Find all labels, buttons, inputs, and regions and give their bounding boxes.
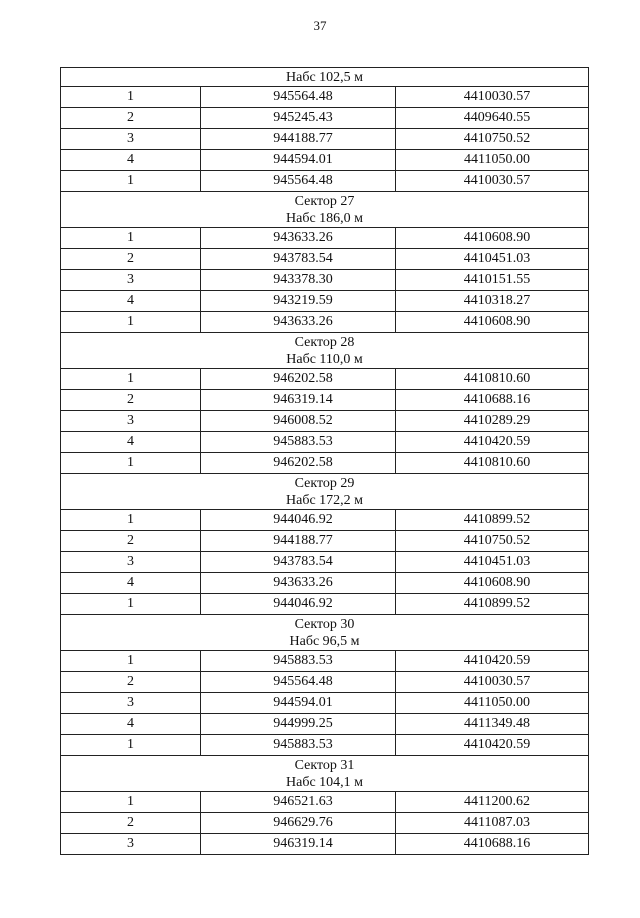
table-row	[61, 573, 589, 594]
y-coordinate-cell: 4410810.60	[396, 453, 589, 474]
y-coordinate-cell: 4410030.57	[396, 672, 589, 693]
point-number-cell: 3	[61, 129, 201, 150]
point-number-cell: 1	[61, 312, 201, 333]
x-coordinate-cell: 945245.43	[201, 108, 396, 129]
x-coordinate-cell: 944046.92	[201, 510, 396, 531]
y-coordinate-cell: 4410451.03	[396, 552, 589, 573]
x-coordinate-cell: 945564.48	[201, 171, 396, 192]
table-row	[61, 87, 589, 108]
section-header	[61, 333, 589, 369]
table-row	[61, 594, 589, 615]
point-number-cell: 4	[61, 291, 201, 312]
point-number-cell: 3	[61, 834, 201, 855]
y-coordinate-cell: 4410810.60	[396, 369, 589, 390]
y-coordinate-cell: 4410451.03	[396, 249, 589, 270]
point-number-cell: 3	[61, 270, 201, 291]
section-header	[61, 474, 589, 510]
table-row	[61, 171, 589, 192]
section-header-row	[61, 615, 589, 651]
section-header-row	[61, 333, 589, 369]
point-number-cell: 1	[61, 651, 201, 672]
table-row	[61, 453, 589, 474]
section-header	[61, 615, 589, 651]
y-coordinate-cell: 4410899.52	[396, 594, 589, 615]
y-coordinate-cell: 4410608.90	[396, 228, 589, 249]
point-number-cell: 2	[61, 390, 201, 411]
y-coordinate-cell: 4410899.52	[396, 510, 589, 531]
y-coordinate-cell: 4410608.90	[396, 573, 589, 594]
x-coordinate-cell: 944046.92	[201, 594, 396, 615]
section-title: Сектор 28	[294, 335, 355, 350]
x-coordinate-cell: 945883.53	[201, 735, 396, 756]
point-number-cell: 2	[61, 531, 201, 552]
section-title: Сектор 30	[294, 617, 355, 632]
x-coordinate-cell: 944188.77	[201, 129, 396, 150]
point-number-cell: 1	[61, 792, 201, 813]
section-elevation: Набс 186,0 м	[286, 211, 364, 226]
x-coordinate-cell: 944594.01	[201, 693, 396, 714]
section-title: Сектор 29	[294, 476, 355, 491]
section-title: Сектор 31	[294, 758, 355, 773]
x-coordinate-cell: 945883.53	[201, 432, 396, 453]
table-row	[61, 369, 589, 390]
point-number-cell: 1	[61, 171, 201, 192]
x-coordinate-cell: 946008.52	[201, 411, 396, 432]
point-number-cell: 3	[61, 411, 201, 432]
x-coordinate-cell: 943219.59	[201, 291, 396, 312]
y-coordinate-cell: 4410289.29	[396, 411, 589, 432]
table-row	[61, 792, 589, 813]
x-coordinate-cell: 946319.14	[201, 834, 396, 855]
y-coordinate-cell: 4410688.16	[396, 390, 589, 411]
y-coordinate-cell: 4410420.59	[396, 735, 589, 756]
x-coordinate-cell: 944188.77	[201, 531, 396, 552]
y-coordinate-cell: 4410420.59	[396, 651, 589, 672]
x-coordinate-cell: 944594.01	[201, 150, 396, 171]
section-title: Сектор 27	[294, 194, 355, 209]
table-row	[61, 531, 589, 552]
section-header-row	[61, 474, 589, 510]
point-number-cell: 2	[61, 672, 201, 693]
table-row	[61, 672, 589, 693]
point-number-cell: 1	[61, 87, 201, 108]
y-coordinate-cell: 4410750.52	[396, 531, 589, 552]
table-row	[61, 432, 589, 453]
x-coordinate-cell: 946319.14	[201, 390, 396, 411]
y-coordinate-cell: 4411050.00	[396, 150, 589, 171]
y-coordinate-cell: 4409640.55	[396, 108, 589, 129]
y-coordinate-cell: 4411050.00	[396, 693, 589, 714]
x-coordinate-cell: 945883.53	[201, 651, 396, 672]
point-number-cell: 1	[61, 453, 201, 474]
y-coordinate-cell: 4411349.48	[396, 714, 589, 735]
x-coordinate-cell: 946202.58	[201, 369, 396, 390]
point-number-cell: 1	[61, 735, 201, 756]
table-row	[61, 108, 589, 129]
x-coordinate-cell: 946202.58	[201, 453, 396, 474]
table-row	[61, 312, 589, 333]
point-number-cell: 3	[61, 693, 201, 714]
point-number-cell: 2	[61, 249, 201, 270]
section-header	[61, 68, 589, 87]
y-coordinate-cell: 4410608.90	[396, 312, 589, 333]
x-coordinate-cell: 943783.54	[201, 249, 396, 270]
section-header	[61, 756, 589, 792]
y-coordinate-cell: 4410688.16	[396, 834, 589, 855]
y-coordinate-cell: 4410420.59	[396, 432, 589, 453]
x-coordinate-cell: 943378.30	[201, 270, 396, 291]
section-elevation: Набс 110,0 м	[286, 352, 363, 367]
table-row	[61, 150, 589, 171]
coordinates-table	[60, 67, 589, 855]
section-header-row	[61, 192, 589, 228]
point-number-cell: 1	[61, 510, 201, 531]
section-elevation: Набс 172,2 м	[286, 493, 364, 508]
table-row	[61, 714, 589, 735]
table-row	[61, 228, 589, 249]
table-row	[61, 651, 589, 672]
y-coordinate-cell: 4410030.57	[396, 171, 589, 192]
y-coordinate-cell: 4411200.62	[396, 792, 589, 813]
point-number-cell: 4	[61, 714, 201, 735]
y-coordinate-cell: 4410151.55	[396, 270, 589, 291]
x-coordinate-cell: 946629.76	[201, 813, 396, 834]
table-row	[61, 552, 589, 573]
point-number-cell: 1	[61, 228, 201, 249]
point-number-cell: 1	[61, 369, 201, 390]
point-number-cell: 3	[61, 552, 201, 573]
page-number: 37	[313, 18, 327, 33]
point-number-cell: 4	[61, 573, 201, 594]
table-row	[61, 693, 589, 714]
section-elevation: Набс 104,1 м	[286, 775, 364, 790]
table-row	[61, 834, 589, 855]
point-number-cell: 4	[61, 150, 201, 171]
y-coordinate-cell: 4411087.03	[396, 813, 589, 834]
x-coordinate-cell: 944999.25	[201, 714, 396, 735]
section-elevation: Набс 102,5 м	[286, 70, 364, 85]
coordinates-table-body	[61, 68, 589, 855]
x-coordinate-cell: 943633.26	[201, 573, 396, 594]
point-number-cell: 1	[61, 594, 201, 615]
x-coordinate-cell: 943633.26	[201, 228, 396, 249]
table-row	[61, 390, 589, 411]
x-coordinate-cell: 943633.26	[201, 312, 396, 333]
point-number-cell: 4	[61, 432, 201, 453]
y-coordinate-cell: 4410030.57	[396, 87, 589, 108]
table-row	[61, 411, 589, 432]
section-header	[61, 192, 589, 228]
table-row	[61, 735, 589, 756]
x-coordinate-cell: 943783.54	[201, 552, 396, 573]
table-row	[61, 291, 589, 312]
table-row	[61, 510, 589, 531]
x-coordinate-cell: 945564.48	[201, 87, 396, 108]
table-row	[61, 129, 589, 150]
y-coordinate-cell: 4410750.52	[396, 129, 589, 150]
table-row	[61, 813, 589, 834]
y-coordinate-cell: 4410318.27	[396, 291, 589, 312]
x-coordinate-cell: 945564.48	[201, 672, 396, 693]
section-elevation: Набс 96,5 м	[289, 634, 360, 649]
x-coordinate-cell: 946521.63	[201, 792, 396, 813]
table-row	[61, 249, 589, 270]
point-number-cell: 2	[61, 813, 201, 834]
table-row	[61, 270, 589, 291]
section-header-row	[61, 756, 589, 792]
point-number-cell: 2	[61, 108, 201, 129]
section-header-row	[61, 68, 589, 87]
